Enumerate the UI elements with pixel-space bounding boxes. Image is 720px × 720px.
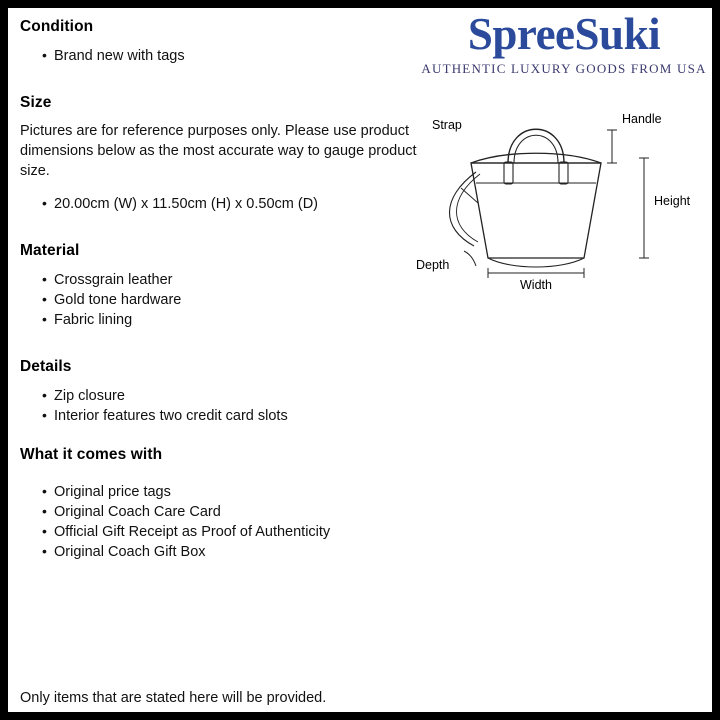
label-height: Height — [654, 194, 691, 208]
list-item: • Brand new with tags — [42, 46, 430, 66]
details-list — [20, 386, 430, 426]
description-content — [20, 18, 430, 562]
list-item: • Original Coach Care Card — [42, 502, 430, 522]
list-item: • Interior features two credit card slots — [42, 406, 430, 426]
section-heading-what-it-comes-with: What it comes with — [20, 445, 163, 463]
brand-tagline: AUTHENTIC LUXURY GOODS FROM USA — [421, 61, 707, 76]
brand-name: SpreeSuki — [467, 9, 661, 59]
condition-list — [20, 46, 430, 66]
brand-logo — [414, 9, 712, 77]
includes-list — [20, 482, 430, 562]
list-item: • Fabric lining — [42, 310, 430, 330]
section-heading-size: Size — [20, 94, 52, 111]
section-heading-condition: Condition — [20, 18, 94, 35]
footnote-text: Only items that are stated here will be provided. — [20, 690, 327, 706]
label-depth: Depth — [416, 258, 450, 272]
list-item: • Zip closure — [42, 386, 430, 406]
material-list — [20, 270, 430, 330]
product-description-page — [8, 8, 712, 712]
list-item: • 20.00cm (W) x 11.50cm (H) x 0.50cm (D) — [42, 194, 430, 214]
label-strap: Strap — [432, 118, 462, 132]
list-item: • Original price tags — [42, 482, 430, 502]
section-heading-material: Material — [20, 241, 80, 259]
label-handle: Handle — [622, 112, 662, 126]
list-item: • Official Gift Receipt as Proof of Authenticity — [42, 522, 430, 542]
bag-dimensions-diagram — [416, 88, 706, 303]
size-list — [20, 194, 430, 214]
list-item: • Gold tone hardware — [42, 290, 430, 310]
list-item: • Original Coach Gift Box — [42, 542, 430, 562]
label-width: Width — [520, 278, 552, 292]
list-item: • Crossgrain leather — [42, 270, 430, 290]
size-paragraph: Pictures are for reference purposes only. Please use product dimensions below as the most accurate way to gauge product size. — [20, 123, 417, 179]
section-heading-details: Details — [20, 357, 72, 375]
